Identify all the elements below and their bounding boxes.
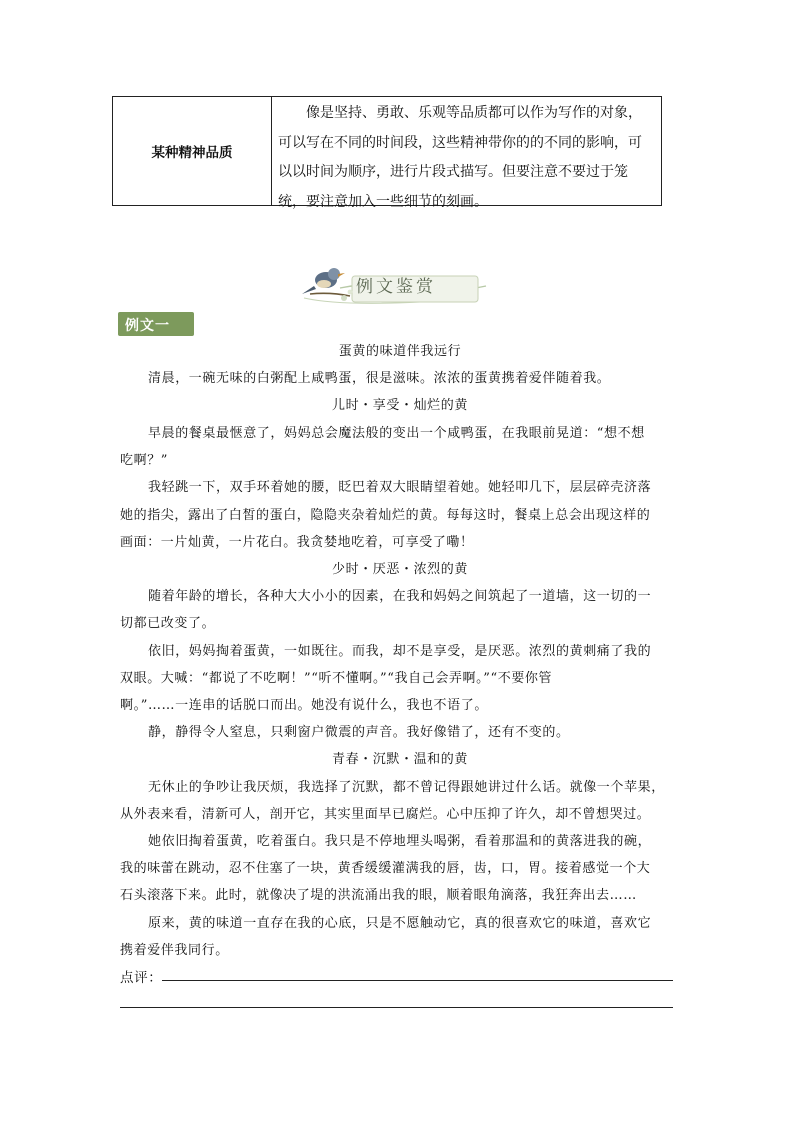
paragraph: 啊。”……一连串的话脱口而出。她没有说什么，我也不语了。 <box>120 698 488 713</box>
example-tag <box>118 312 194 336</box>
section-heading: 青春・沉默・温和的黄 <box>331 752 468 767</box>
topic-table <box>112 96 662 210</box>
paragraph: 携着爱伴我同行。 <box>120 943 229 958</box>
paragraph: 画面：一片灿黄，一片花白。我贪婪地吃着，可享受了嘞！ <box>120 535 474 550</box>
paragraph: 石头滚落下来。此时，就像决了堤的洪流涌出我的眼，顺着眼角滴落，我狂奔出去…… <box>120 888 637 903</box>
paragraph: 我的味蕾在跳动，忍不住塞了一块，黄香缓缓灌满我的唇，齿，口，胃。接着感觉一个大 <box>120 861 651 876</box>
essay-title: 蛋黄的味道伴我远行 <box>338 344 462 359</box>
section-heading: 儿时・享受・灿烂的黄 <box>331 398 468 413</box>
paragraph: 我轻跳一下，双手环着她的腰，眨巴着双大眼睛望着她。她轻叩几下，层层碎壳济落 <box>148 480 652 495</box>
paragraph: 静，静得令人窒息，只剩窗户微震的声音。我好像错了，还有不变的。 <box>148 725 570 740</box>
paragraph: 原来，黄的味道一直存在我的心底，只是不愿触动它，真的很喜欢它的味道，喜欢它 <box>148 916 652 931</box>
table-right-cell: 像是坚持、勇敢、乐观等品质都可以作为写作的对象，可以写在不同的时间段，这些精神带你的的不同的影响，可以以时间为顺序，进行片段式描写。但要注意不要过于笼统，要注意加入一些细节的刻画。 <box>278 105 642 210</box>
table-left-cell: 某种精神品质 <box>113 97 272 205</box>
paragraph: 她的指尖，露出了白皙的蛋白，隐隐夹杂着灿烂的黄。每每这时，餐桌上总会出现这样的 <box>120 508 651 523</box>
paragraph: 早晨的餐桌最惬意了，妈妈总会魔法般的变出一个咸鸭蛋，在我眼前晃道：“想不想 <box>148 426 645 441</box>
paragraph: 无休止的争吵让我厌烦，我选择了沉默，都不曾记得跟她讲过什么话。就像一个苹果， <box>148 780 665 795</box>
banner-label: 例文鉴赏 <box>356 277 436 297</box>
comment-label: 点评： <box>120 970 163 986</box>
example-tag-label: 例文一 <box>125 318 170 334</box>
paragraph: 依旧，妈妈掏着蛋黄，一如既往。而我，却不是享受，是厌恶。浓烈的黄刺痛了我的 <box>148 644 652 659</box>
paragraph: 双眼。大喊：“都说了不吃啊！”“听不懂啊。”“我自己会弄啊。”“不要你管 <box>120 671 553 686</box>
comment-blank-line-2[interactable] <box>120 1007 673 1008</box>
section-heading: 少时・厌恶・浓烈的黄 <box>331 562 468 577</box>
paragraph: 吃啊？” <box>120 453 169 468</box>
paragraph: 从外表来看，清新可人，剖开它，其实里面早已腐烂。心中压抑了许久，却不曾想哭过。 <box>120 807 651 822</box>
paragraph: 她依旧掏着蛋黄，吃着蛋白。我只是不停地埋头喝粥，看着那温和的黄落进我的碗， <box>148 834 652 849</box>
paragraph: 随着年龄的增长，各种大大小小的因素，在我和妈妈之间筑起了一道墙，这一切的一 <box>148 589 652 604</box>
paragraph: 清晨，一碗无味的白粥配上咸鸭蛋，很是滋味。浓浓的蛋黄携着爱伴随着我。 <box>148 371 611 386</box>
paragraph: 切都已改变了。 <box>120 616 216 631</box>
comment-blank-line-1[interactable] <box>162 980 673 981</box>
